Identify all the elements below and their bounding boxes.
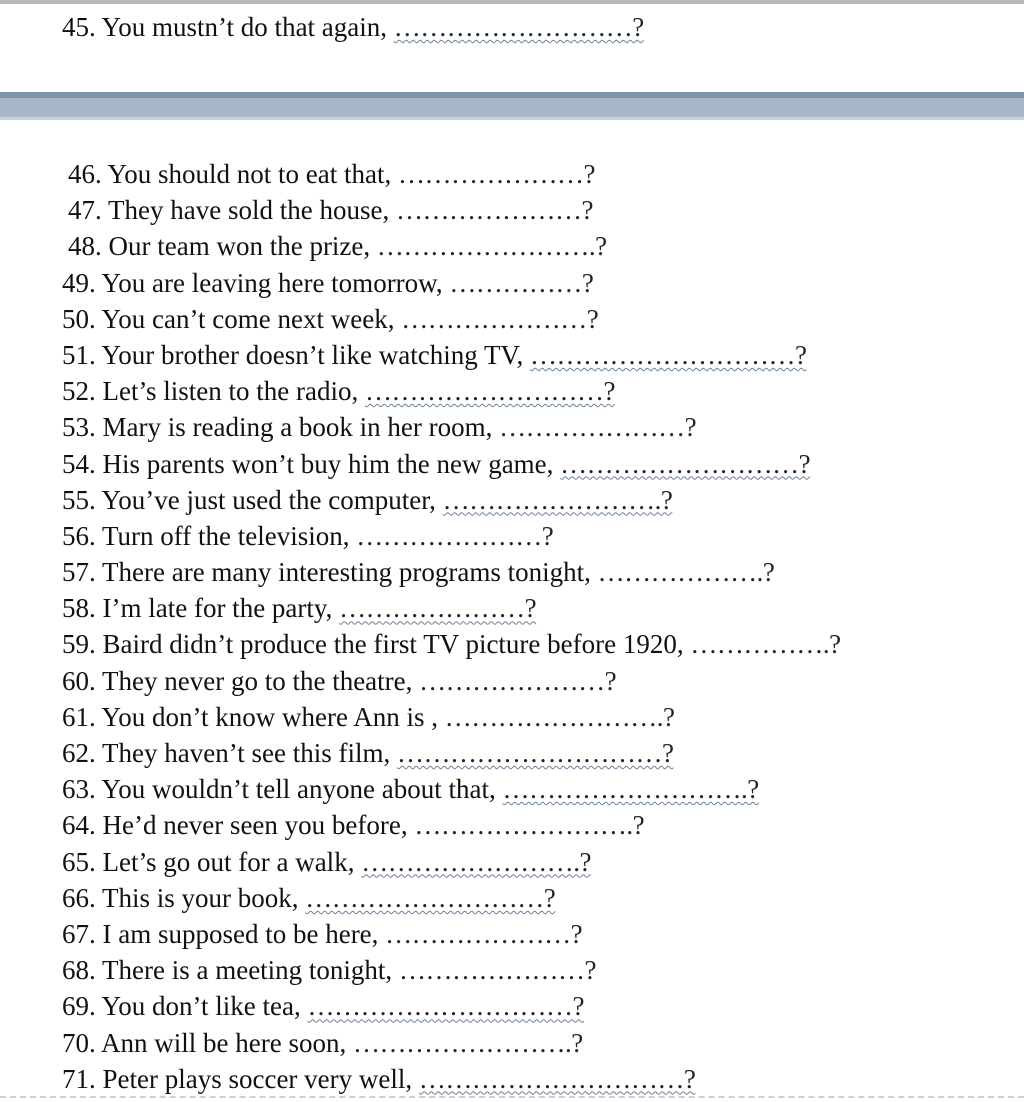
answer-blank: …………………….? (352, 1027, 583, 1058)
answer-blank: …………………? (401, 303, 599, 334)
question-text: Let’s listen to the radio, (102, 376, 359, 407)
question-text: Baird didn’t produce the first TV picture before 1920, (102, 629, 684, 660)
question-text: There is a meeting tonight, (102, 955, 393, 986)
previous-page-bottom (0, 0, 1024, 90)
question-text: Your brother doesn’t like watching TV, (101, 339, 524, 370)
question-text: This is your book, (102, 882, 299, 913)
question-text: You mustn’t do that again, (101, 12, 388, 42)
question-text: You don’t like tea, (101, 991, 301, 1022)
question-51 (0, 337, 1024, 373)
question-line (62, 626, 841, 662)
question-text: Ann will be here soon, (101, 1027, 347, 1058)
question-number: 64. (62, 810, 96, 841)
question-line (62, 771, 759, 807)
answer-blank: …………………? (339, 593, 537, 624)
answer-blank: ………………………? (393, 12, 644, 42)
answer-blank: ………………………? (560, 448, 811, 479)
answer-blank: …………………? (385, 918, 583, 949)
question-67 (0, 916, 1024, 952)
question-47 (0, 192, 1024, 228)
question-48 (0, 228, 1024, 264)
question-line (62, 844, 591, 880)
question-text: You’ve just used the computer, (101, 484, 436, 515)
question-text: Let’s go out for a walk, (102, 846, 355, 877)
answer-blank: ………………………? (364, 376, 615, 407)
question-number: 69. (62, 991, 96, 1022)
question-number: 67. (62, 918, 96, 949)
question-text: You don’t know where Ann is , (101, 701, 439, 732)
question-text: There are many interesting programs tonight, (102, 557, 591, 588)
question-number: 66. (62, 882, 96, 913)
question-line (62, 265, 593, 301)
question-text: Turn off the television, (102, 520, 350, 551)
question-text: They have sold the house, (108, 195, 390, 226)
question-68 (0, 952, 1024, 988)
question-line (68, 228, 607, 264)
question-text: I’m late for the party, (102, 593, 333, 624)
question-56 (0, 518, 1024, 554)
question-line (62, 1061, 695, 1097)
cropped-text-edge (0, 0, 1024, 4)
question-text: Peter plays soccer very well, (102, 1063, 413, 1094)
question-61 (0, 699, 1024, 735)
answer-blank: …………………….? (442, 484, 673, 515)
answer-blank: …………………? (499, 412, 697, 443)
question-number: 70. (62, 1027, 96, 1058)
question-line (68, 192, 593, 228)
page-break-separator (0, 92, 1024, 120)
question-line (62, 699, 675, 735)
question-text: His parents won’t buy him the new game, (102, 448, 554, 479)
question-71 (0, 1061, 1024, 1097)
question-line (62, 663, 616, 699)
question-number: 47. (68, 195, 102, 226)
question-number: 55. (62, 484, 96, 515)
question-66 (0, 880, 1024, 916)
question-49 (0, 265, 1024, 301)
question-line (62, 409, 696, 445)
question-63 (0, 771, 1024, 807)
question-line (62, 735, 673, 771)
question-text: You wouldn’t tell anyone about that, (101, 774, 496, 805)
question-number: 65. (62, 846, 96, 877)
question-line (62, 518, 553, 554)
question-62 (0, 735, 1024, 771)
answer-blank: ………………………? (305, 882, 556, 913)
question-58 (0, 590, 1024, 626)
question-line (62, 916, 582, 952)
question-number: 53. (62, 412, 96, 443)
question-list (0, 156, 1024, 1097)
question-line (62, 482, 672, 518)
question-line (62, 807, 644, 843)
question-text: They haven’t see this film, (102, 738, 391, 768)
answer-blank: ……………………….? (502, 774, 759, 805)
answer-blank: …………………….? (414, 810, 645, 841)
question-line (62, 373, 615, 409)
answer-blank: ……………….? (597, 557, 775, 588)
question-50 (0, 301, 1024, 337)
question-line (62, 301, 598, 337)
question-text: You are leaving here tomorrow, (101, 267, 443, 298)
question-line (62, 590, 536, 626)
question-number: 54. (62, 448, 96, 479)
question-number: 48. (68, 231, 102, 262)
answer-blank: …………….? (690, 629, 841, 660)
answer-blank: …………………? (419, 665, 617, 696)
question-64 (0, 807, 1024, 843)
question-text: You should not to eat that, (107, 159, 392, 189)
question-number: 71. (62, 1063, 96, 1094)
answer-blank: …………………….? (376, 231, 607, 262)
question-line (68, 156, 595, 192)
question-number: 59. (62, 629, 96, 660)
question-46 (0, 156, 1024, 192)
answer-blank: …………………? (395, 195, 593, 226)
question-text: Mary is reading a book in her room, (102, 412, 493, 443)
question-line (62, 446, 810, 482)
question-number: 62. (62, 738, 96, 768)
question-69 (0, 988, 1024, 1024)
answer-blank: …………………….? (444, 701, 675, 732)
question-text: You can’t come next week, (101, 303, 395, 334)
answer-blank: …………………………? (529, 339, 807, 370)
question-60 (0, 663, 1024, 699)
answer-blank: …………………? (356, 520, 554, 551)
question-number: 51. (62, 339, 96, 370)
question-45 (62, 10, 644, 44)
question-number: 46. (68, 159, 102, 189)
question-number: 45. (62, 12, 96, 42)
question-line (62, 1025, 583, 1061)
answer-blank: …………………………? (418, 1063, 696, 1094)
question-57 (0, 554, 1024, 590)
answer-blank: …………………………? (307, 991, 584, 1022)
question-number: 68. (62, 955, 96, 986)
question-line (62, 952, 596, 988)
cropped-next-line (0, 1096, 1024, 1102)
question-52 (0, 373, 1024, 409)
answer-blank: …………………………? (396, 738, 674, 768)
question-number: 57. (62, 557, 96, 588)
question-line (62, 337, 806, 373)
answer-blank: …………………? (398, 955, 596, 986)
question-text: They never go to the theatre, (102, 665, 413, 696)
question-number: 63. (62, 774, 96, 805)
question-number: 61. (62, 701, 96, 732)
question-line (62, 880, 555, 916)
question-text: I am supposed to be here, (102, 918, 379, 949)
answer-blank: …………………….? (361, 846, 591, 877)
question-number: 49. (62, 267, 96, 298)
question-65 (0, 844, 1024, 880)
question-55 (0, 482, 1024, 518)
question-number: 56. (62, 520, 96, 551)
question-number: 58. (62, 593, 96, 624)
question-59 (0, 626, 1024, 662)
question-number: 50. (62, 303, 96, 334)
question-line (62, 554, 774, 590)
question-text: He’d never seen you before, (102, 810, 408, 841)
question-line (62, 988, 584, 1024)
question-70 (0, 1025, 1024, 1061)
answer-blank: ……………? (449, 267, 594, 298)
question-number: 60. (62, 665, 96, 696)
answer-blank: …………………? (398, 159, 595, 189)
question-53 (0, 409, 1024, 445)
question-54 (0, 446, 1024, 482)
question-text: Our team won the prize, (108, 231, 371, 262)
question-number: 52. (62, 376, 96, 407)
